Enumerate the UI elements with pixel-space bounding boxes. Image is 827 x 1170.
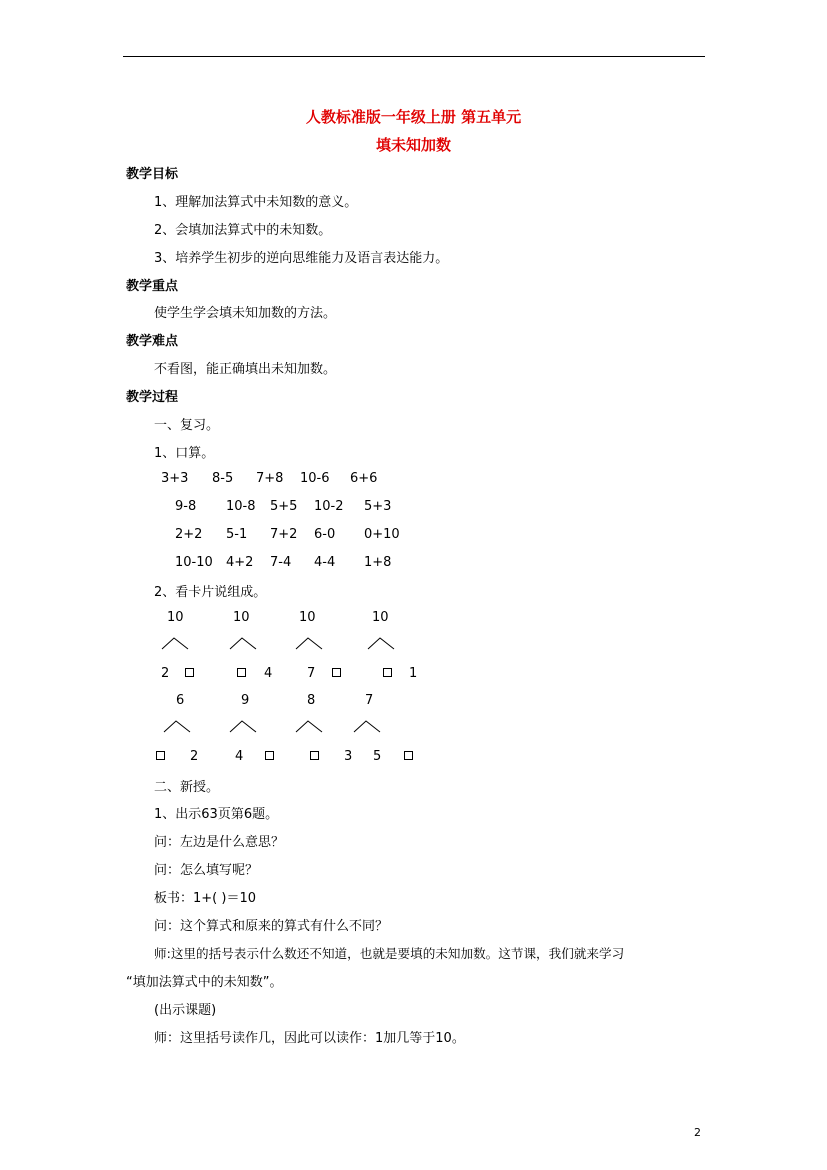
header-rule	[123, 56, 705, 57]
cards-label: 2、看卡片说组成。	[154, 585, 267, 600]
oral-item: 4+2	[226, 555, 254, 570]
card-total: 8	[307, 693, 316, 708]
lesson-line: 师：这里括号读作几，因此可以读作：1加几等于10。	[154, 1031, 465, 1046]
card-part: 5	[373, 749, 382, 764]
oral-item: 2+2	[175, 527, 203, 542]
oral-item: 0+10	[364, 527, 400, 542]
oral-item: 5+3	[364, 499, 392, 514]
branch-icon	[294, 636, 324, 650]
card-part: 2	[161, 666, 170, 681]
card-part: 4	[235, 749, 244, 764]
card-part: 3	[344, 749, 353, 764]
oral-item: 8-5	[212, 471, 234, 486]
branch-icon	[352, 719, 382, 733]
goals-heading: 教学目标	[126, 167, 179, 182]
oral-item: 10-2	[314, 499, 344, 514]
lesson-line: 问：这个算式和原来的算式有什么不同？	[154, 919, 389, 934]
oral-item: 6+6	[350, 471, 378, 486]
oral-item: 9-8	[175, 499, 197, 514]
branch-icon	[228, 719, 258, 733]
page-number: 2	[694, 1126, 701, 1139]
oral-item: 7+2	[270, 527, 298, 542]
goal-item: 3、培养学生初步的逆向思维能力及语言表达能力。	[154, 251, 449, 266]
branch-icon	[294, 719, 324, 733]
oral-item: 7+8	[256, 471, 284, 486]
new-lesson-heading: 二、新授。	[154, 780, 220, 795]
doc-subtitle: 填未知加数	[375, 136, 451, 154]
branch-icon	[366, 636, 396, 650]
blank-box	[185, 668, 194, 677]
goal-item: 2、会填加法算式中的未知数。	[154, 223, 332, 238]
oral-item: 7-4	[270, 555, 292, 570]
blank-box	[383, 668, 392, 677]
card-total: 10	[299, 610, 316, 625]
blank-box	[265, 751, 274, 760]
oral-item: 10-6	[300, 471, 330, 486]
card-part: 1	[409, 666, 418, 681]
lesson-line: 1、出示63页第6题。	[154, 807, 279, 822]
key-heading: 教学重点	[126, 279, 179, 294]
blank-box	[156, 751, 165, 760]
blank-box	[310, 751, 319, 760]
oral-item: 10-8	[226, 499, 256, 514]
card-total: 6	[176, 693, 185, 708]
lesson-line: 板书：1+( )＝10	[154, 891, 256, 906]
lesson-line: 问：怎么填写呢？	[154, 863, 259, 878]
card-part: 7	[307, 666, 316, 681]
review-heading: 一、复习。	[154, 418, 220, 433]
oral-item: 3+3	[161, 471, 189, 486]
process-heading: 教学过程	[126, 390, 179, 405]
card-total: 9	[241, 693, 250, 708]
branch-icon	[162, 719, 192, 733]
goal-item: 1、理解加法算式中未知数的意义。	[154, 195, 358, 210]
difficulty-text: 不看图，能正确填出未知加数。	[154, 362, 337, 377]
lesson-line: 师:这里的括号表示什么数还不知道，也就是要填的未知加数。这节课，我们就来学习	[154, 946, 625, 961]
lesson-line: 问：左边是什么意思？	[154, 835, 285, 850]
oral-item: 5-1	[226, 527, 248, 542]
oral-item: 1+8	[364, 555, 392, 570]
oral-item: 10-10	[175, 555, 213, 570]
blank-box	[237, 668, 246, 677]
card-part: 2	[190, 749, 199, 764]
key-text: 使学生学会填未知加数的方法。	[154, 306, 337, 321]
oral-item: 4-4	[314, 555, 336, 570]
oral-item: 6-0	[314, 527, 336, 542]
oral-label: 1、口算。	[154, 446, 215, 461]
card-total: 10	[233, 610, 250, 625]
doc-title: 人教标准版一年级上册 第五单元	[305, 108, 522, 126]
card-total: 7	[365, 693, 374, 708]
card-total: 10	[372, 610, 389, 625]
card-total: 10	[167, 610, 184, 625]
branch-icon	[160, 636, 190, 650]
lesson-line: “填加法算式中的未知数”。	[126, 975, 283, 990]
card-part: 4	[264, 666, 273, 681]
difficulty-heading: 教学难点	[126, 334, 179, 349]
lesson-line: (出示课题)	[154, 1003, 217, 1018]
oral-item: 5+5	[270, 499, 298, 514]
blank-box	[332, 668, 341, 677]
blank-box	[404, 751, 413, 760]
branch-icon	[228, 636, 258, 650]
